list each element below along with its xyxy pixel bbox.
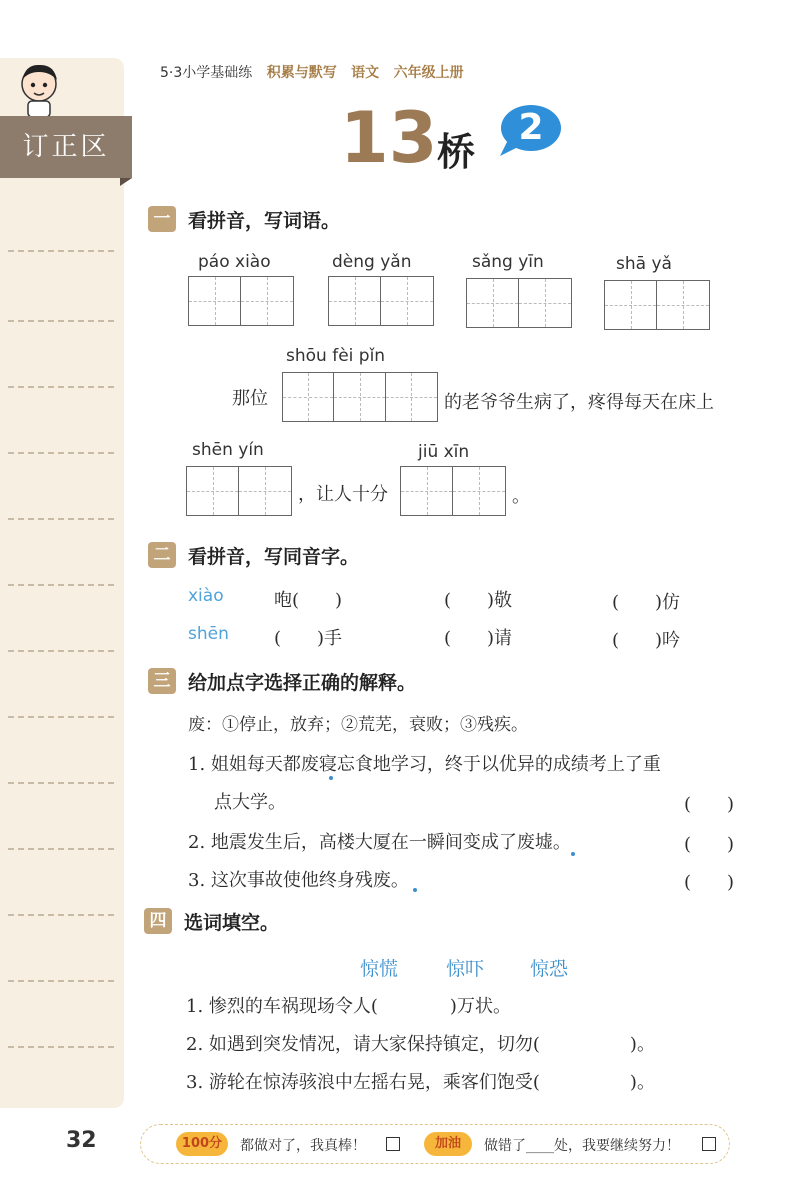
writing-grid[interactable] <box>328 276 434 326</box>
writing-grid[interactable] <box>466 278 572 328</box>
pinyin-label: shā yǎ <box>616 254 672 274</box>
definition-text: 废：①停止，放弃；②荒芜，衰败；③残疾。 <box>188 715 528 735</box>
question-text: 3. 这次事故使他终身残废。 <box>188 870 409 891</box>
section-badge: 三 <box>148 668 176 694</box>
fill-item[interactable]: ( )请 <box>444 628 513 649</box>
lesson-number: 13 <box>340 97 438 179</box>
pinyin-label: shōu fèi pǐn <box>286 346 386 366</box>
self-check-text: 都做对了，我真棒！ <box>240 1138 366 1154</box>
keep-going-tag: 加油 <box>424 1132 472 1156</box>
section-title: 看拼音，写同音字。 <box>188 546 360 568</box>
fill-item[interactable]: ( )敬 <box>444 590 513 611</box>
word-option: 惊吓 <box>446 958 485 980</box>
subject-name: 语文 <box>351 65 380 81</box>
section-badge: 二 <box>148 542 176 568</box>
sentence-text: 。 <box>512 486 530 507</box>
series-name: 积累与默写 <box>266 65 337 81</box>
sidebar-rule <box>8 452 114 454</box>
book-header <box>160 62 464 82</box>
emphasis-dot <box>413 888 417 892</box>
word-option: 惊恐 <box>530 958 569 980</box>
sentence-text: 那位 <box>232 388 268 409</box>
sentence-text: ，让人十分 <box>298 484 388 505</box>
fill-item[interactable]: ( )吟 <box>612 630 681 651</box>
pinyin-label: dèng yǎn <box>332 252 412 272</box>
sidebar-rule <box>8 584 114 586</box>
writing-grid[interactable] <box>604 280 710 330</box>
label-fold <box>120 178 132 186</box>
writing-grid[interactable] <box>188 276 294 326</box>
section-badge: 四 <box>144 908 172 934</box>
lesson-part-number: 2 <box>518 107 544 148</box>
answer-blank[interactable]: ( ) <box>684 872 735 893</box>
pinyin-label: shēn <box>188 624 229 644</box>
writing-grid[interactable] <box>186 466 292 516</box>
word-option: 惊慌 <box>360 958 399 980</box>
pinyin-label: xiào <box>188 586 224 606</box>
lesson-part-bubble <box>494 102 564 158</box>
sidebar-rule <box>8 320 114 322</box>
sidebar-rule <box>8 848 114 850</box>
self-check-checkbox[interactable] <box>702 1137 716 1151</box>
answer-blank[interactable]: ( ) <box>684 834 735 855</box>
fill-item[interactable]: ( )手 <box>274 628 343 649</box>
writing-grid[interactable] <box>282 372 438 422</box>
question-text: 3. 游轮在惊涛骇浪中左摇右晃，乘客们饱受( )。 <box>186 1072 655 1093</box>
sidebar-rule <box>8 716 114 718</box>
lesson-title: 桥 <box>437 130 476 174</box>
section-title: 选词填空。 <box>184 912 280 934</box>
self-check-text: 做错了____处，我要继续努力！ <box>484 1138 680 1154</box>
book-name: 5·3小学基础练 <box>160 65 253 81</box>
sidebar-rule <box>8 1046 114 1048</box>
section-title: 看拼音，写词语。 <box>188 210 341 232</box>
page-number: 32 <box>66 1128 97 1153</box>
pinyin-label: jiū xīn <box>418 442 470 462</box>
question-text: 2. 地震发生后，高楼大厦在一瞬间变成了废墟。 <box>188 832 571 853</box>
correction-zone-label: 订正区 <box>0 116 132 178</box>
sidebar-rule <box>8 650 114 652</box>
answer-blank[interactable]: ( ) <box>684 794 735 815</box>
correction-sidebar <box>0 58 124 1108</box>
question-text: 1. 惨烈的车祸现场令人( )万状。 <box>186 996 511 1017</box>
sidebar-rule <box>8 386 114 388</box>
question-text: 点大学。 <box>214 792 286 813</box>
writing-grid[interactable] <box>400 466 506 516</box>
section-title: 给加点字选择正确的解释。 <box>188 672 417 694</box>
question-text: 1. 姐姐每天都废寝忘食地学习，终于以优异的成绩考上了重 <box>188 754 661 775</box>
sidebar-rule <box>8 250 114 252</box>
question-text: 2. 如遇到突发情况，请大家保持镇定，切勿( )。 <box>186 1034 655 1055</box>
pinyin-label: shēn yín <box>192 440 264 460</box>
grade-name: 六年级上册 <box>393 65 464 81</box>
emphasis-dot <box>571 852 575 856</box>
pinyin-label: sǎng yīn <box>472 252 544 272</box>
full-score-tag: 100分 <box>176 1132 228 1156</box>
sidebar-rule <box>8 914 114 916</box>
sidebar-rule <box>8 980 114 982</box>
section-badge: 一 <box>148 206 176 232</box>
pinyin-label: páo xiào <box>198 252 271 272</box>
emphasis-dot <box>329 776 333 780</box>
self-check-checkbox[interactable] <box>386 1137 400 1151</box>
fill-item[interactable]: 咆( ) <box>274 590 343 611</box>
sidebar-rule <box>8 782 114 784</box>
sentence-text: 的老爷爷生病了，疼得每天在床上 <box>444 392 714 413</box>
sidebar-rule <box>8 518 114 520</box>
fill-item[interactable]: ( )仿 <box>612 592 681 613</box>
student-mascot-icon <box>14 60 64 118</box>
